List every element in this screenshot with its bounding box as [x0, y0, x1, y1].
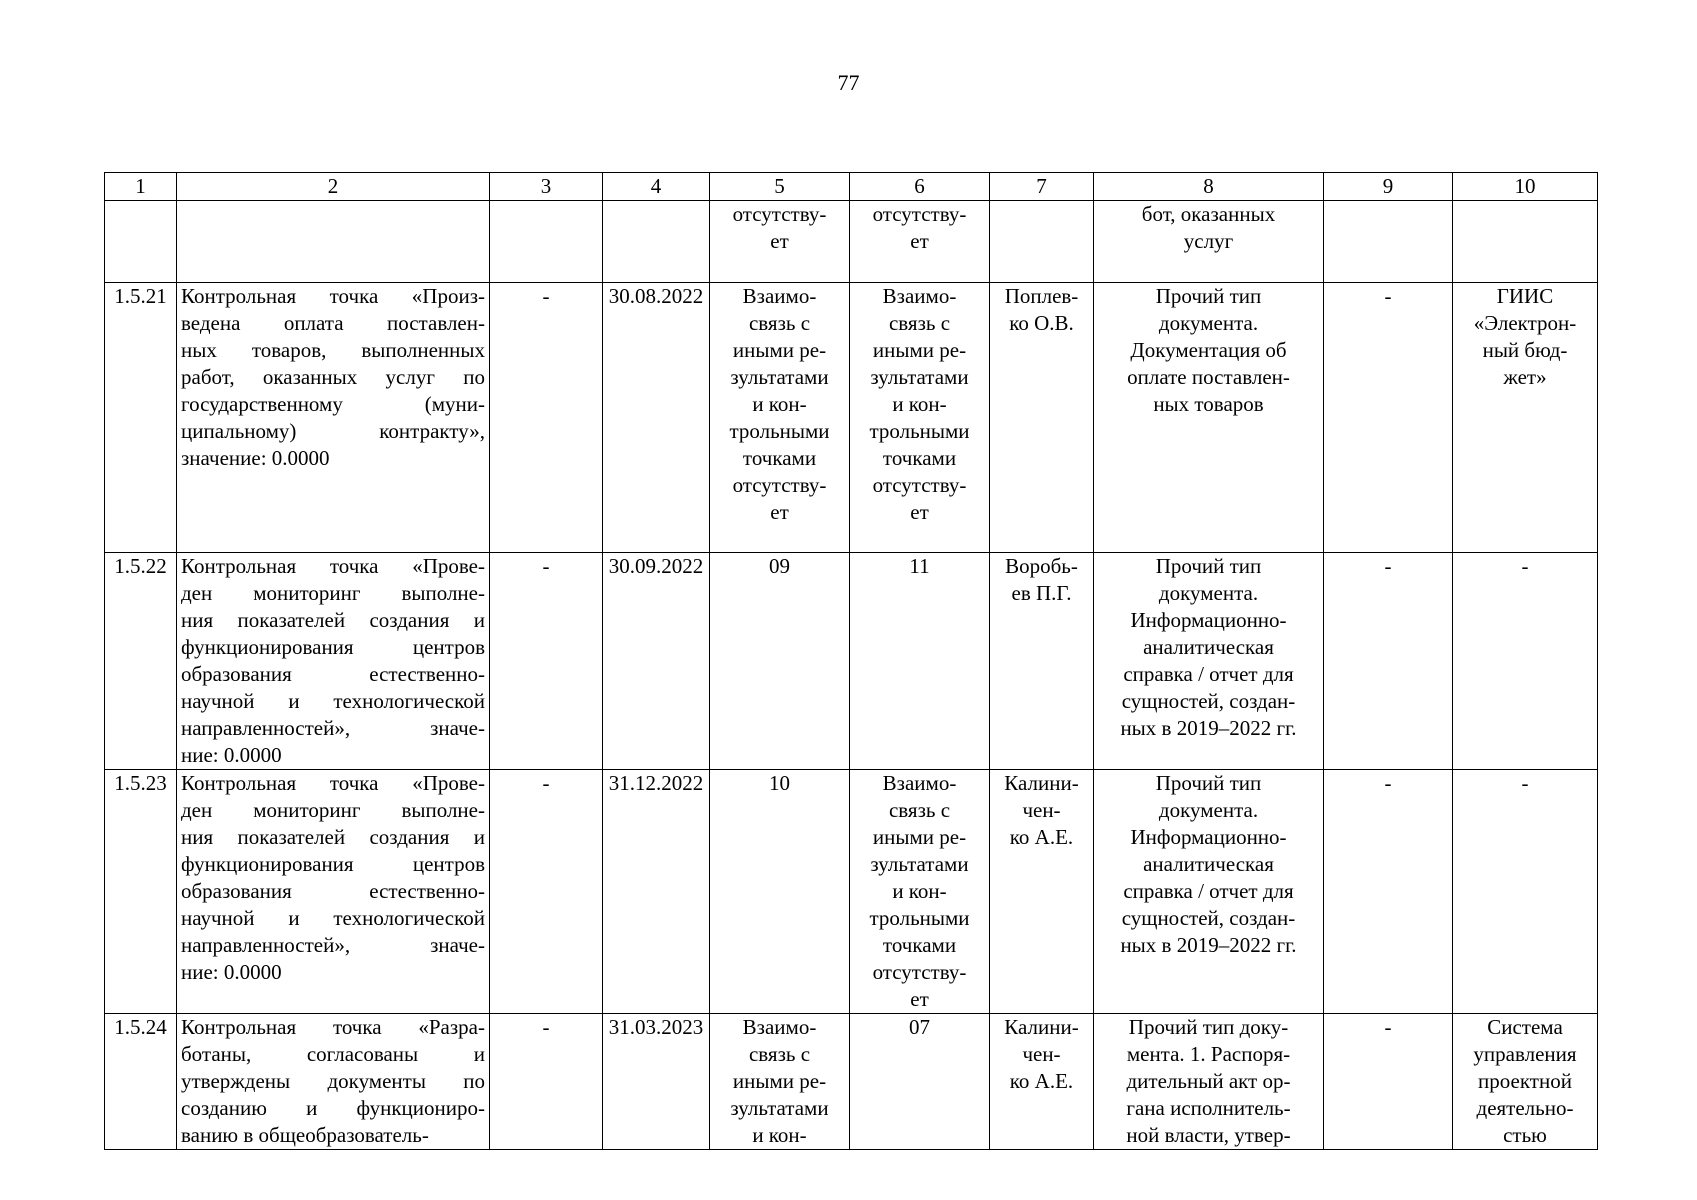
cell-text-line: Прочий тип — [1155, 284, 1262, 308]
cell-text-line: Прочий тип доку- — [1128, 1015, 1289, 1039]
cell-text-line: ния показателей создания и — [181, 608, 485, 632]
level-cell — [1324, 283, 1453, 553]
cell-text-line: документа. — [1158, 798, 1259, 822]
cell-text-line: Система — [1487, 1015, 1563, 1039]
cell-text-line: ципальному) контракту», — [181, 419, 485, 443]
information-system-cell — [1453, 770, 1598, 1014]
cell-text-line: связь с — [888, 798, 951, 822]
cell-text-line: зультатами — [870, 365, 969, 389]
row-id-cell — [105, 283, 177, 553]
level-cell — [1324, 201, 1453, 283]
date-cell — [603, 1014, 710, 1150]
cell-text-line: справка / отчет для — [1123, 662, 1294, 686]
cell-text-line: 30.08.2022 — [608, 284, 704, 308]
row-id-cell — [105, 553, 177, 770]
cell-text-line: Калини- — [1004, 771, 1079, 795]
date-cell — [603, 770, 710, 1014]
cell-text-line: образования естественно- — [181, 879, 485, 903]
cell-text-line: стью — [1503, 1123, 1547, 1147]
cell-text-line: Поплев- — [1004, 284, 1079, 308]
cell-text-line: услуг — [1183, 229, 1234, 253]
cell-text-line: 30.09.2022 — [608, 554, 704, 578]
cell-text-line: - — [1521, 554, 1529, 578]
document-type-cell — [1094, 770, 1324, 1014]
cell-text-line: ных товаров, выполненных — [181, 338, 485, 362]
cell-text-line: - — [1384, 1015, 1392, 1039]
cell-text-line: Взаимо- — [882, 284, 957, 308]
predecessors-cell — [710, 283, 850, 553]
cell-text-line: государственному (муни- — [181, 392, 485, 416]
cell-text-line: отсутству- — [872, 960, 967, 984]
cell-text-line: - — [542, 554, 550, 578]
header-cell: 2 — [177, 173, 490, 201]
cell-text-line: ет — [770, 229, 789, 253]
description-cell — [177, 201, 490, 283]
cell-text-line: Контрольная точка «Разра- — [181, 1015, 485, 1039]
successors-cell — [850, 283, 990, 553]
cell-text-line: ет — [770, 500, 789, 524]
cell-text-line: научной и технологической — [181, 906, 485, 930]
cell-text-line: трольными — [729, 419, 830, 443]
cell-text-line: Контрольная точка «Прове- — [181, 771, 485, 795]
successors-cell — [850, 770, 990, 1014]
cell-text-line: ведена оплата поставлен- — [181, 311, 485, 335]
cell-text-line: чен- — [1022, 1042, 1061, 1066]
document-type-cell — [1094, 553, 1324, 770]
cell-text-line: ет — [910, 987, 929, 1011]
cell-text-line: Прочий тип — [1155, 771, 1262, 795]
cell-text-line: 11 — [909, 554, 930, 578]
cell-text-line: значение: 0.0000 — [181, 446, 330, 470]
cell-text-line: чен- — [1022, 798, 1061, 822]
cell-text-line: трольными — [869, 419, 970, 443]
cell-text-line: связь с — [748, 1042, 811, 1066]
cell-text-line: Калини- — [1004, 1015, 1079, 1039]
table-header-row — [105, 173, 1598, 201]
responsible-cell — [990, 770, 1094, 1014]
cell-text-line: сущностей, создан- — [1121, 906, 1296, 930]
base-value-cell — [490, 283, 603, 553]
header-cell: 5 — [710, 173, 850, 201]
cell-text-line: связь с — [888, 311, 951, 335]
cell-text-line: 1.5.23 — [114, 771, 167, 795]
cell-text-line: научной и технологической — [181, 689, 485, 713]
cell-text-line: ние: 0.0000 — [181, 960, 282, 984]
cell-text-line: Информационно- — [1130, 825, 1287, 849]
base-value-cell — [490, 770, 603, 1014]
row-id-cell — [105, 201, 177, 283]
cell-text-line: утверждены документы по — [181, 1069, 485, 1093]
date-cell — [603, 283, 710, 553]
cell-text-line: - — [542, 1015, 550, 1039]
document-type-cell — [1094, 283, 1324, 553]
predecessors-cell — [710, 1014, 850, 1150]
cell-text-line: справка / отчет для — [1123, 879, 1294, 903]
cell-text-line: Контрольная точка «Произ- — [181, 284, 485, 308]
cell-text-line: аналитическая — [1143, 852, 1274, 876]
cell-text-line: ный бюд- — [1482, 338, 1568, 362]
cell-text-line: - — [542, 771, 550, 795]
cell-text-line: гана исполнитель- — [1126, 1096, 1291, 1120]
cell-text-line: 09 — [769, 554, 790, 578]
plan-table — [104, 172, 1598, 1150]
cell-text-line: ден мониторинг выполне- — [181, 798, 485, 822]
cell-text-line: зультатами — [730, 365, 829, 389]
successors-cell — [850, 1014, 990, 1150]
cell-text-line: оплате поставлен- — [1127, 365, 1290, 389]
cell-text-line: работ, оказанных услуг по — [181, 365, 485, 389]
cell-text-line: точками — [882, 933, 957, 957]
responsible-cell — [990, 1014, 1094, 1150]
cell-text-line: - — [1384, 554, 1392, 578]
cell-text-line: ет — [910, 229, 929, 253]
description-cell — [177, 770, 490, 1014]
cell-text-line: ных в 2019–2022 гг. — [1120, 933, 1297, 957]
level-cell — [1324, 553, 1453, 770]
cell-text-line: 31.12.2022 — [608, 771, 704, 795]
cell-text-line: точками — [742, 446, 817, 470]
cell-text-line: ванию в общеобразователь- — [181, 1123, 429, 1147]
cell-text-line: Контрольная точка «Прове- — [181, 554, 485, 578]
cell-text-line: иными ре- — [732, 1069, 827, 1093]
cell-text-line: 1.5.21 — [114, 284, 167, 308]
header-cell: 1 — [105, 173, 177, 201]
cell-text-line: направленностей», значе- — [181, 933, 485, 957]
table-row — [105, 1014, 1598, 1150]
predecessors-cell — [710, 553, 850, 770]
row-id-cell — [105, 1014, 177, 1150]
description-cell — [177, 283, 490, 553]
cell-text-line: созданию и функциониро- — [181, 1096, 485, 1120]
cell-text-line: Взаимо- — [742, 1015, 817, 1039]
cell-text-line: - — [1384, 771, 1392, 795]
cell-text-line: направленностей», значе- — [181, 716, 485, 740]
date-cell — [603, 553, 710, 770]
cell-text-line: дительный акт ор- — [1126, 1069, 1291, 1093]
cell-text-line: образования естественно- — [181, 662, 485, 686]
cell-text-line: - — [542, 284, 550, 308]
description-cell — [177, 553, 490, 770]
cell-text-line: отсутству- — [732, 202, 827, 226]
cell-text-line: «Электрон- — [1473, 311, 1577, 335]
base-value-cell — [490, 553, 603, 770]
cell-text-line: - — [1521, 771, 1529, 795]
cell-text-line: - — [1384, 284, 1392, 308]
cell-text-line: ден мониторинг выполне- — [181, 581, 485, 605]
cell-text-line: связь с — [748, 311, 811, 335]
document-type-cell — [1094, 201, 1324, 283]
predecessors-cell — [710, 201, 850, 283]
table-row — [105, 283, 1598, 553]
cell-text-line: и кон- — [892, 392, 947, 416]
cell-text-line: Взаимо- — [742, 284, 817, 308]
header-cell: 9 — [1324, 173, 1453, 201]
table-row — [105, 553, 1598, 770]
information-system-cell — [1453, 283, 1598, 553]
cell-text-line: отсутству- — [732, 473, 827, 497]
cell-text-line: отсутству- — [872, 202, 967, 226]
cell-text-line: бот, оказанных — [1141, 202, 1276, 226]
responsible-cell — [990, 283, 1094, 553]
level-cell — [1324, 770, 1453, 1014]
cell-text-line: ния показателей создания и — [181, 825, 485, 849]
document-type-cell — [1094, 1014, 1324, 1150]
cell-text-line: 1.5.24 — [114, 1015, 167, 1039]
cell-text-line: ко А.Е. — [1009, 825, 1074, 849]
cell-text-line: жет» — [1503, 365, 1547, 389]
cell-text-line: 31.03.2023 — [608, 1015, 704, 1039]
successors-cell — [850, 201, 990, 283]
cell-text-line: документа. — [1158, 581, 1259, 605]
cell-text-line: Прочий тип — [1155, 554, 1262, 578]
information-system-cell — [1453, 1014, 1598, 1150]
cell-text-line: 1.5.22 — [114, 554, 167, 578]
cell-text-line: Документация об — [1130, 338, 1287, 362]
cell-text-line: ет — [910, 500, 929, 524]
cell-text-line: Информационно- — [1130, 608, 1287, 632]
responsible-cell — [990, 201, 1094, 283]
cell-text-line: деятельно- — [1476, 1096, 1574, 1120]
cell-text-line: иными ре- — [732, 338, 827, 362]
table-row — [105, 201, 1598, 283]
cell-text-line: ев П.Г. — [1011, 581, 1072, 605]
cell-text-line: ко О.В. — [1009, 311, 1074, 335]
responsible-cell — [990, 553, 1094, 770]
cell-text-line: и кон- — [892, 879, 947, 903]
cell-text-line: 10 — [769, 771, 790, 795]
cell-text-line: сущностей, создан- — [1121, 689, 1296, 713]
cell-text-line: иными ре- — [872, 825, 967, 849]
cell-text-line: зультатами — [870, 852, 969, 876]
date-cell — [603, 201, 710, 283]
table-row — [105, 770, 1598, 1014]
header-cell: 6 — [850, 173, 990, 201]
description-cell — [177, 1014, 490, 1150]
cell-text-line: ных в 2019–2022 гг. — [1120, 716, 1297, 740]
base-value-cell — [490, 201, 603, 283]
cell-text-line: управления — [1473, 1042, 1577, 1066]
header-cell: 7 — [990, 173, 1094, 201]
cell-text-line: и кон- — [752, 1123, 807, 1147]
header-cell: 10 — [1453, 173, 1598, 201]
information-system-cell — [1453, 201, 1598, 283]
cell-text-line: Воробь- — [1005, 554, 1078, 578]
cell-text-line: Взаимо- — [882, 771, 957, 795]
cell-text-line: иными ре- — [872, 338, 967, 362]
cell-text-line: ных товаров — [1153, 392, 1264, 416]
cell-text-line: функционирования центров — [181, 852, 485, 876]
cell-text-line: ние: 0.0000 — [181, 743, 282, 767]
cell-text-line: функционирования центров — [181, 635, 485, 659]
header-cell: 4 — [603, 173, 710, 201]
page-number: 77 — [837, 70, 860, 95]
cell-text-line: ботаны, согласованы и — [181, 1042, 485, 1066]
cell-text-line: проектной — [1478, 1069, 1572, 1093]
cell-text-line: ной власти, утвер- — [1126, 1123, 1291, 1147]
base-value-cell — [490, 1014, 603, 1150]
cell-text-line: ко А.Е. — [1009, 1069, 1074, 1093]
information-system-cell — [1453, 553, 1598, 770]
header-cell: 3 — [490, 173, 603, 201]
cell-text-line: ГИИС — [1496, 284, 1554, 308]
cell-text-line: трольными — [869, 906, 970, 930]
cell-text-line: аналитическая — [1143, 635, 1274, 659]
cell-text-line: 07 — [909, 1015, 930, 1039]
row-id-cell — [105, 770, 177, 1014]
cell-text-line: точками — [882, 446, 957, 470]
successors-cell — [850, 553, 990, 770]
header-cell: 8 — [1094, 173, 1324, 201]
cell-text-line: зультатами — [730, 1096, 829, 1120]
cell-text-line: отсутству- — [872, 473, 967, 497]
cell-text-line: и кон- — [752, 392, 807, 416]
cell-text-line: мента. 1. Распоря- — [1126, 1042, 1291, 1066]
cell-text-line: документа. — [1158, 311, 1259, 335]
predecessors-cell — [710, 770, 850, 1014]
level-cell — [1324, 1014, 1453, 1150]
